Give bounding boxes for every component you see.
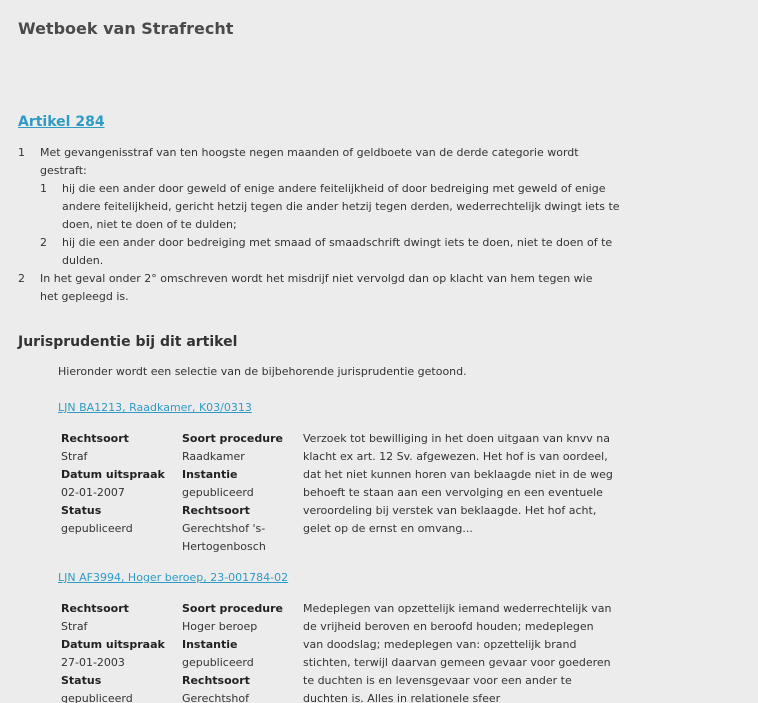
jurisprudence-heading: Jurisprudentie bij dit artikel [18,334,238,350]
subparagraph-number: 2 [40,236,47,249]
label-status: Status [61,504,102,517]
case-link-2[interactable]: LJN AF3994, Hoger beroep, 23-001784-02 [58,571,289,584]
value-status: gepubliceerd [61,692,133,703]
value-instantie: gepubliceerd [182,486,254,499]
label-rechtsoort-2: Rechtsoort [182,504,250,517]
case-summary: Verzoek tot bewilliging in het doen uitgaan van knvv na klacht ex art. 12 Sv. afgewezen. Het hof is van oordeel, dat het niet kunnen horen van beklaagde niet in de weg behoeft te staan aan een vervolging en een eventuele veroordeling bij verstek van beklaagde. Het hof acht, gelet op de ernst en omvang... [303,432,613,535]
value-rechtsoort: Straf [61,450,88,463]
label-rechtsoort: Rechtsoort [61,432,129,445]
value-datum-uitspraak: 02-01-2007 [61,486,125,499]
value-rechtsoort-2: Gerechtshof 's-Hertogenbosch [182,522,266,553]
paragraph-number: 2 [18,272,25,285]
case-summary: Medeplegen van opzettelijk iemand wederrechtelijk van de vrijheid beroven en beroofd houden; medeplegen van doodslag; medeplegen van: opzettelijk brand stichten, terwijl daarvan gemeen gevaar voor goederen te duchten is en levensgevaar voor een ander te duchten is. Alles in relationele sfeer [303,602,612,703]
paragraph-number: 1 [18,146,25,159]
value-instantie: gepubliceerd [182,656,254,669]
value-datum-uitspraak: 27-01-2003 [61,656,125,669]
label-datum-uitspraak: Datum uitspraak [61,638,165,651]
paragraph-text: Met gevangenisstraf van ten hoogste negen maanden of geldboete van de derde categorie wordt gestraft: [40,146,579,177]
label-datum-uitspraak: Datum uitspraak [61,468,165,481]
label-instantie: Instantie [182,468,238,481]
subparagraph-number: 1 [40,182,47,195]
case-link-1[interactable]: LJN BA1213, Raadkamer, K03/0313 [58,401,252,414]
article-title-link[interactable]: Artikel 284 [18,114,105,130]
jurisprudence-intro: Hieronder wordt een selectie van de bijbehorende jurisprudentie getoond. [58,365,467,378]
page-title: Wetboek van Strafrecht [18,19,234,38]
value-rechtsoort: Straf [61,620,88,633]
value-rechtsoort-2: Gerechtshof [182,692,249,703]
value-soort-procedure: Hoger beroep [182,620,258,633]
label-status: Status [61,674,102,687]
subparagraph-text: hij die een ander door geweld of enige andere feitelijkheid of door bedreiging met geweld of enige andere feitelijkheid, gericht hetzij tegen die ander hetzij tegen derden, wederrechtelijk dwingt iets te doen, niet te doen of te dulden; [62,182,620,231]
value-status: gepubliceerd [61,522,133,535]
label-instantie: Instantie [182,638,238,651]
label-soort-procedure: Soort procedure [182,432,283,445]
paragraph-text: In het geval onder 2° omschreven wordt het misdrijf niet vervolgd dan op klacht van hem tegen wie het gepleegd is. [40,272,593,303]
label-soort-procedure: Soort procedure [182,602,283,615]
label-rechtsoort: Rechtsoort [61,602,129,615]
subparagraph-text: hij die een ander door bedreiging met smaad of smaadschrift dwingt iets te doen, niet te doen of te dulden. [62,236,613,267]
label-rechtsoort-2: Rechtsoort [182,674,250,687]
value-soort-procedure: Raadkamer [182,450,245,463]
